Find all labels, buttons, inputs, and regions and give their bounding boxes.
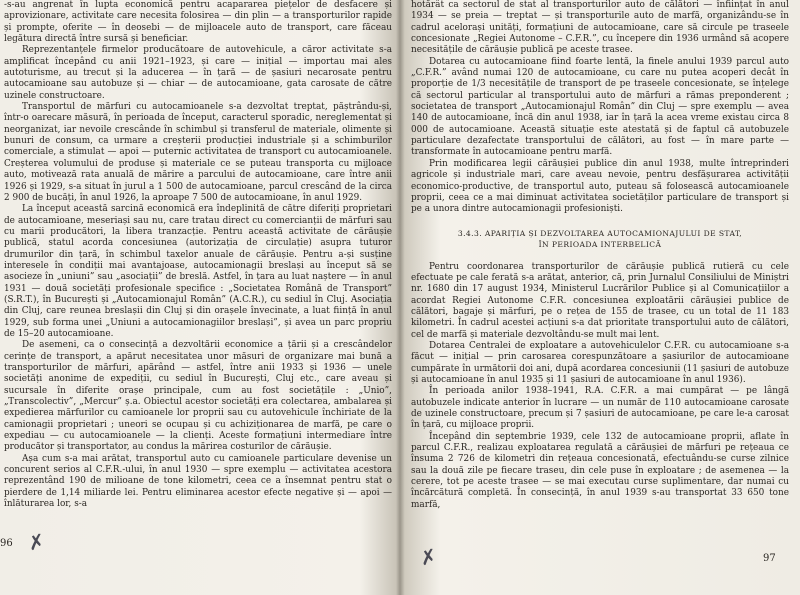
section-heading-line-1: 3.4.3. APARIȚIA ȘI DEZVOLTAREA AUTOCAMIONAJULUI DE STAT, (457, 228, 743, 238)
left-page (4, 0, 392, 595)
section-heading (411, 228, 789, 250)
right-paragraph-1: hotărât ca sectorul de stat al transporturilor auto de călători — înființat în anul 1934 — se preia — treptat — și transporturile auto de marfă, organizându-se în cadrul acelorași unități, formațiuni de autocamioane, care să circule pe traseele concesionate „Regiei Autonome – C.F.R.”, cu începere din 1936 urmând să acopere necesitățile de cărăușie publică pe aceste trasee. (411, 0, 789, 56)
left-paragraph-5: De asemeni, ca o consecință a dezvoltării economice a țării și a crescândelor cerințe de transport, a apărut necesitatea unor măsuri de organizare mai bună a transporturilor de mărfuri, apărând — astfel, între anii 1933 și 1936 — unele societăți anonime de expediții, cu sediul în București, Cluj etc., care aveau și sucursale în diferite orașe principale, cum au fost societățile : „Unio”, „Transcolectiv”, „Mercur” ș.a. Obiectul acestor societăți era colectarea, ambalarea și expedierea mărfurilor cu camioanele lor proprii sau cu autovehicule închiriate de la camionagii proprietari ; uneori se ocupau și cu achiziționarea de marfă, pe care o expediau — cu autocamioanele — la clienți. Aceste formațiuni intermediare între producător și transportator, au condus la mărirea costurilor de cărăușie. (4, 340, 392, 453)
left-paragraph-3: Transportul de mărfuri cu autocamioanele s-a dezvoltat treptat, păștrându-și, într-o oarecare măsură, în perioada de început, caracterul sporadic, nereglementat și neorganizat, iar nevoile crescânde în schimbul și transferul de materiale, olimente și bunuri de consum, ca urmare a creșterii producției industriale și a schimburilor comerciale, a stimulat — apoi — puternic activitatea de transport cu autocamioanele. Creșterea volumului de produse și materiale ce se puteau transporta cu mijloace auto, motivează rata anuală de mărire a parcului de autocamioane, care între anii 1926 și 1929, s-a situat în jurul a 1 500 de autocamioane, parcul crescând de la circa 2 900 de bucăți, în anul 1926, la aproape 7 500 de autocamioane, în anul 1929. (4, 102, 392, 203)
right-paragraph-3: Prin modificarea legii cărăușiei publice din anul 1938, multe întreprinderi agricole și industriale mari, care aveau nevoie, pentru desfășurarea activității economico-productive, de transportul auto, puteau să folosească autocamioanele proprii, ceea ce a mai diminuat activitatea societăților particulare de transport și pe a unora dintre autocamionagii profesioniști. (411, 158, 789, 215)
left-paragraph-1: -s-au angrenat în lupta economică pentru acapararea piețelor de desfacere și aprovizionare, activitate care necesita folosirea — din plin — a transporturilor rapide și prompte, oferite — în deosebi — de mijloacele auto de transport, care făceau legătura directă între sursă și beneficiar. (4, 0, 392, 45)
right-paragraph-7: Începând din septembrie 1939, cele 132 de autocamioane proprii, aflate în parcul C.F.R., realizau exploatarea regulată a cărăușiei de mărfuri pe rețeaua ce însuma 2 726 de kilometri din rețeaua concesionată, efectuându-se curse zilnice sau la două zile pe fiecare traseu, din cele puse în exploatare ; de asemenea — la cerere, tot pe aceste trasee — se mai executau curse suplimentare, dar numai cu încărcătură completă. În consecință, în anul 1939 s-au transportat 33 650 tone marfă, (411, 431, 789, 510)
right-paragraph-6: În perioada anilor 1938–1941, R.A. C.F.R. a mai cumpărat — pe lângă autobuzele indicate anterior în lucrare — un număr de 110 autocamioane carosate de uzinele constructoare, precum și 7 șasiuri de autocamioane, pe care le-a carosat în țară, cu mijloace proprii. (411, 386, 789, 431)
pen-check-mark-icon: ✗ (417, 543, 440, 571)
right-page-number: 97 (763, 553, 776, 564)
left-paragraph-6: Așa cum s-a mai arătat, transportul auto cu camioanele particulare devenise un concurent serios al C.F.R.-ului, în anul 1930 — spre exemplu — activitatea acestora reprezentând 190 de milioane de tone kilometri, ceea ce a însemnat pentru stat o pierdere de 1,14 miliarde lei. Pentru eliminarea acestor efecte negative și — apoi — înlăturarea lor, s-a (4, 453, 392, 510)
right-paragraph-4: Pentru coordonarea transporturilor de cărăușie publică rutieră cu cele efectuate pe cale ferată s-a arătat, anterior, că, prin Jurnalul Consiliului de Miniștri nr. 1680 din 17 august 1934, Ministerul Lucrărilor Publice și al Comunicațiilor a acordat Regiei Autonome C.F.R. concesiunea exploatării cărăușiei publice de călători, bagaje și mărfuri, pe o rețea de 155 de trasee, cu un total de 11 183 kilometri. În cadrul acestei acțiuni s-a dat prioritate transportului auto de călători, cel de marfă și materiale dezvoltându-se mult mai lent. (411, 261, 789, 340)
pen-check-mark-icon: ✗ (25, 528, 48, 556)
left-page-number: 96 (0, 538, 13, 549)
section-heading-line-2: ÎN PERIOADA INTERBELICĂ (538, 239, 662, 249)
left-paragraph-4: La început această sarcină economică era îndeplinită de către diferiți proprietari de autocamioane, meseriași sau nu, care tratau direct cu comercianții de mărfuri sau cu marii producători, la libera tranzacție. Pentru această activitate de cărăușie publică, statul acorda concesiunea (autorizația de circulație) asupra tuturor drumurilor din țară, în schimbul taxelor anuale de cărăușie. Pentru a-și susține interesele în condiții mai avantajoase, autocamionagii breslași au început să se asocieze în „uniuni” sau „asociații” de breslă. Astfel, în țara au luat naștere — în anul 1931 — două societăți profesionale specifice : „Societatea Română de Transport” (S.R.T.), în București și „Autocamionajul Român” (A.C.R.), cu sediul în Cluj. Asociația din Cluj, care reunea breslașii din Cluj și din orașele învecinate, a luat ființă în anul 1929, sub forma unei „Uniuni a autocamionagiilor breslași”, și avea un parc propriu de 15–20 autocamioane. (4, 204, 392, 339)
right-paragraph-2: Dotarea cu autocamioane fiind foarte lentă, la finele anului 1939 parcul auto „C.F.R.” având numai 120 de autocamioane, cu care nu putea acoperi decât în proporție de 1/3 necesitățile de transport de pe traseele concesionate, se înțelege că sectorul particular al transportului auto de mărfuri a rămas preponderent ; societatea de transport „Autocamionajul Român” din Cluj — spre exemplu — avea 140 de autocamioane, încă din anul 1938, iar în țară la acea vreme existau circa 8 000 de autocamioane. Această situație este atestată și de faptul că autobuzele particulare dezafectate transportului de călători, au fost — în mare parte — transformate în autocamioane pentru marfă. (411, 56, 789, 158)
right-paragraph-5: Dotarea Centralei de exploatare a autovehiculelor C.F.R. cu autocamioane s-a făcut — inițial — prin carosarea corespunzătoare a șasiurilor de autocamioane cumpărate în următorii doi ani, după acordarea concesiunii (11 șasiuri de autobuze și autocamioane în anul 1935 și 11 șasiuri de autocamioane în anul 1936). (411, 340, 789, 385)
right-page (411, 0, 789, 595)
left-paragraph-2: Reprezentanțele firmelor producătoare de autovehicule, a căror activitate s-a amplificat începând cu anii 1921–1923, și care — inițial — importau mai ales autoturisme, au trecut și la aducerea — în țară — de șasiuri necarosate pentru autocamioane sau autobuze și — chiar — de autocamioane, gata carosate de către uzinele constructoare. (4, 45, 392, 101)
